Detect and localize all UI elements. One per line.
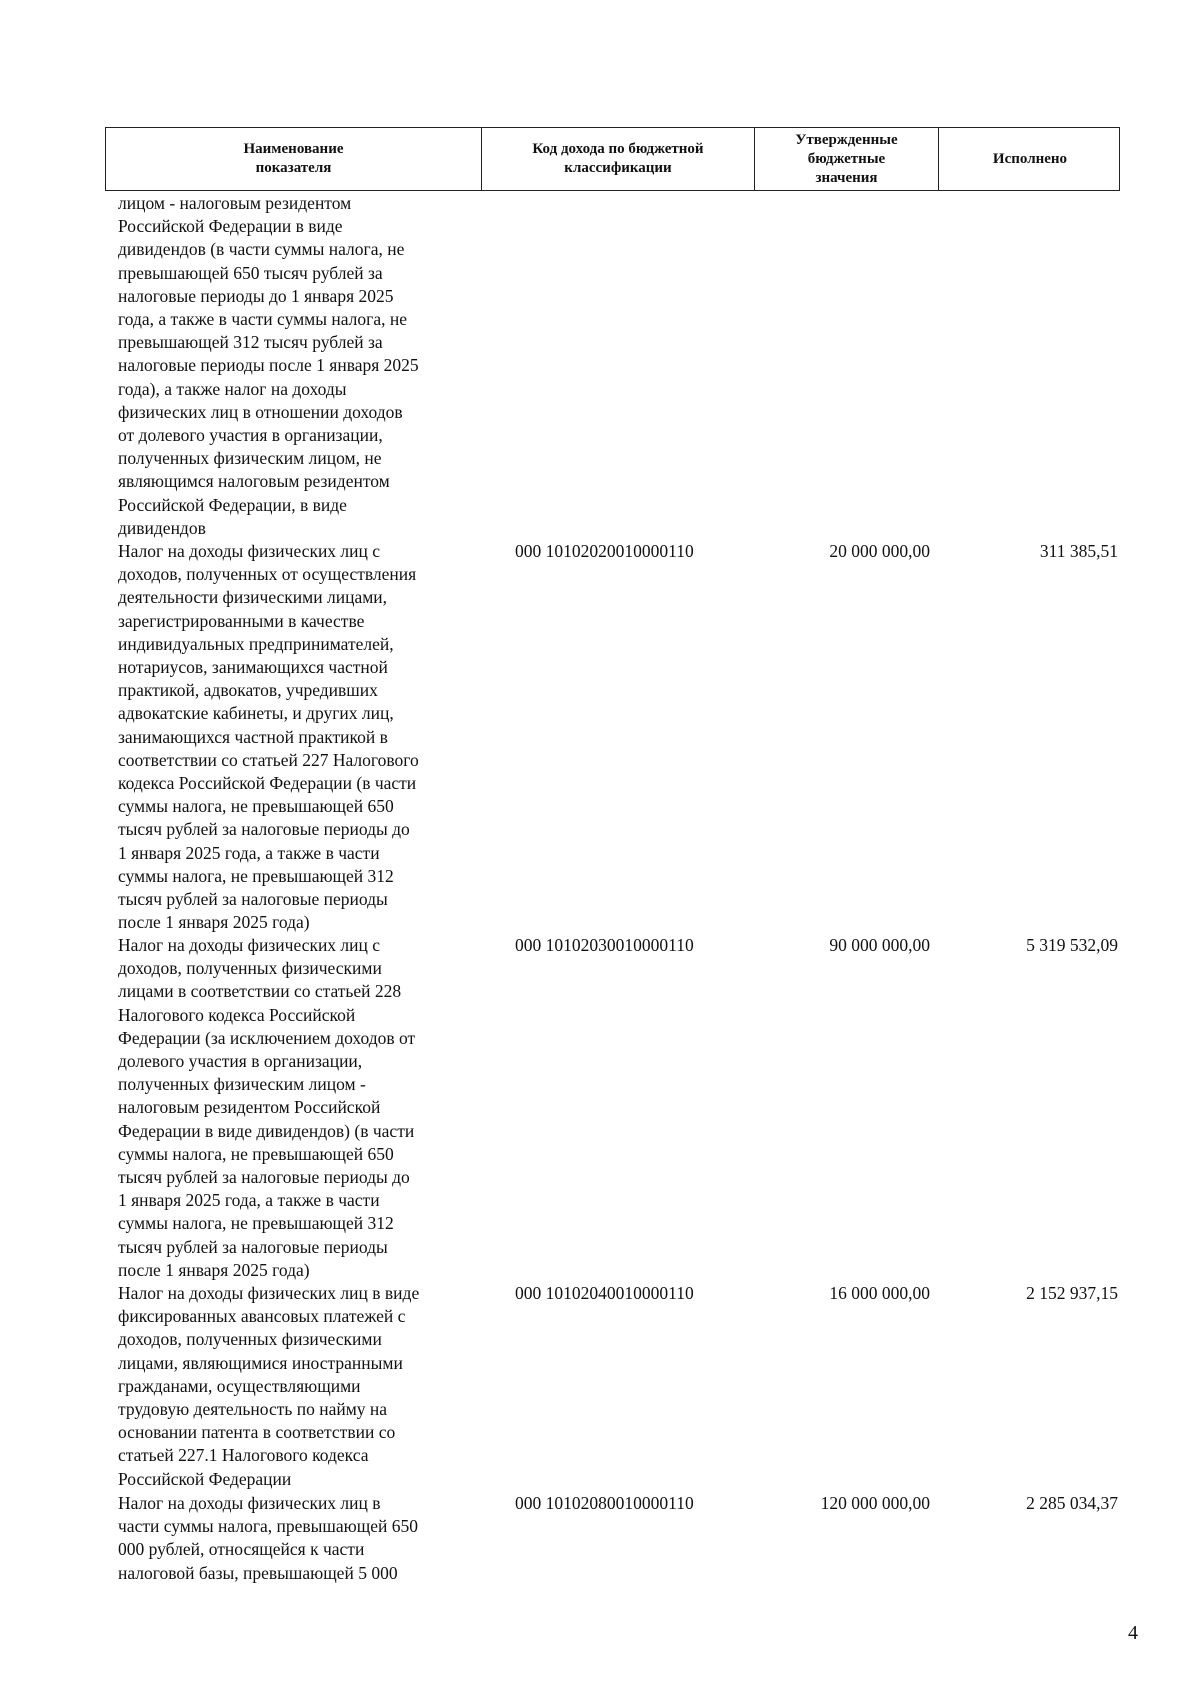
row-approved: 120 000 000,00 xyxy=(820,1493,930,1513)
row-approved: 20 000 000,00 xyxy=(829,541,930,561)
row-name: Налог на доходы физических лиц с доходов, полученных физическими лицами в соответствии со статьей 228 Налогового кодекса Российской Федерации (за исключением доходов от долевого участия в организации, полученных физическим лицом - налоговым резидентом Российской Федерации в виде дивидендов) (в части суммы налога, не превышающей 650 тысяч рублей за налоговые периоды до 1 января 2025 года, а также в части суммы налога, не превышающей 312 тысяч рублей за налоговые периоды после 1 января 2025 года) xyxy=(118,935,416,1280)
row-done: 311 385,51 xyxy=(1039,541,1118,561)
row-code: 000 10102030010000110 xyxy=(515,935,694,955)
table-header xyxy=(105,127,1120,191)
row-code: 000 10102020010000110 xyxy=(515,541,694,561)
row-code: 000 10102080010000110 xyxy=(515,1493,694,1513)
row-done: 2 285 034,37 xyxy=(1026,1493,1118,1513)
row-done: 5 319 532,09 xyxy=(1026,935,1118,955)
row-name: Налог на доходы физических лиц в виде фиксированных авансовых платежей с доходов, полученных физическими лицами, являющимися иностранными гражданами, осуществляющими трудовую деятельность по найму на основании патента в соответствии со статьей 227.1 Налогового кодекса Российской Федерации xyxy=(118,1283,420,1489)
header-code: Код дохода по бюджетной классификации xyxy=(482,128,755,190)
row-name: лицом - налоговым резидентом Российской Федерации в виде дивидендов (в части суммы налога, не превышающей 650 тысяч рублей за налоговые периоды до 1 января 2025 года, а также в части суммы налога, не превышающей 312 тысяч рублей за налоговые периоды после 1 января 2025 года), а также налог на доходы физических лиц в отношении доходов от долевого участия в организации, полученных физическим лицом, не являющимся налоговым резидентом Российской Федерации, в виде дивидендов xyxy=(118,193,419,538)
row-done: 2 152 937,15 xyxy=(1026,1283,1118,1303)
header-approved: Утвержденные бюджетные значения xyxy=(755,128,939,190)
header-done: Исполнено xyxy=(992,150,1068,167)
row-name: Налог на доходы физических лиц с доходов, полученных от осуществления деятельности физическими лицами, зарегистрированными в качестве индивидуальных предпринимателей, нотариусов, занимающихся частной практикой, адвокатов, учредивших адвокатские кабинеты, и других лиц, занимающихся частной практикой в соответствии со статьей 227 Налогового кодекса Российской Федерации (в части суммы налога, не превышающей 650 тысяч рублей за налоговые периоды до 1 января 2025 года, а также в части суммы налога, не превышающей 312 тысяч рублей за налоговые периоды после 1 января 2025 года) xyxy=(118,541,419,933)
row-approved: 16 000 000,00 xyxy=(829,1283,930,1303)
row-code: 000 10102040010000110 xyxy=(515,1283,694,1303)
row-name: Налог на доходы физических лиц в части суммы налога, превышающей 650 000 рублей, относящейся к части налоговой базы, превышающей 5 000 xyxy=(118,1493,418,1583)
page-number: 4 xyxy=(1128,1622,1138,1644)
row-approved: 90 000 000,00 xyxy=(829,935,930,955)
header-name: Наименование показателя xyxy=(106,128,482,190)
